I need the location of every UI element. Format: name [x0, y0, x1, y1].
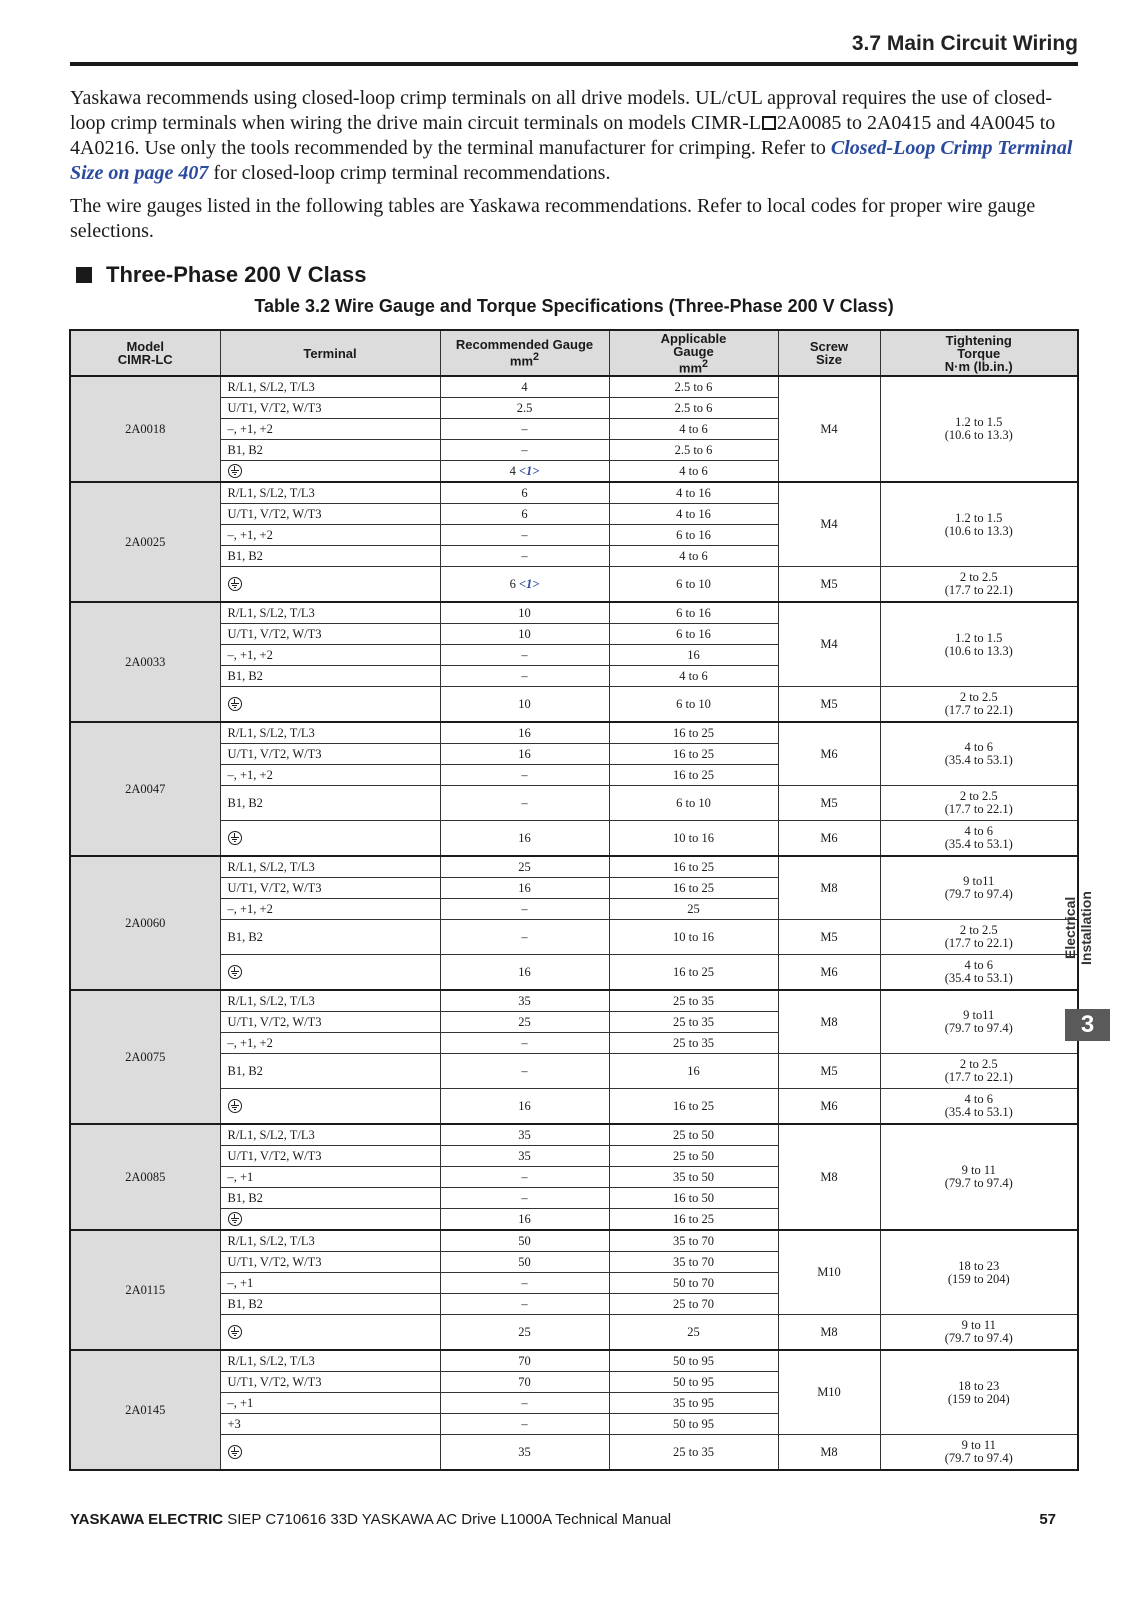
ground-icon	[228, 965, 242, 979]
recommended-gauge-cell: 16	[440, 1089, 609, 1125]
terminal-cell: –, +1, +2	[220, 419, 440, 440]
table-row	[70, 856, 1078, 878]
table-row	[70, 1230, 1078, 1252]
footer-doc-title: SIEP C710616 33D YASKAWA AC Drive L1000A Technical Manual	[223, 1511, 672, 1528]
chapter-tab[interactable]: 3	[1065, 1009, 1110, 1041]
terminal-cell: R/L1, S/L2, T/L3	[220, 1230, 440, 1252]
terminal-cell: R/L1, S/L2, T/L3	[220, 856, 440, 878]
header-terminal: Terminal	[220, 330, 440, 376]
torque-cell: 1.2 to 1.5 (10.6 to 13.3)	[880, 602, 1078, 687]
recommended-gauge-cell: 10	[440, 602, 609, 624]
torque-cell: 18 to 23 (159 to 204)	[880, 1350, 1078, 1435]
screw-size-cell: M10	[778, 1350, 880, 1435]
terminal-cell	[220, 1435, 440, 1471]
applicable-gauge-cell: 16 to 25	[609, 856, 778, 878]
applicable-gauge-cell: 25	[609, 899, 778, 920]
model-cell: 2A0145	[70, 1350, 220, 1470]
terminal-cell: B1, B2	[220, 1294, 440, 1315]
table-row	[70, 821, 1078, 857]
terminal-cell: R/L1, S/L2, T/L3	[220, 990, 440, 1012]
terminal-cell	[220, 955, 440, 991]
intro-text-c: for closed-loop crimp terminal recommendations.	[208, 162, 611, 184]
torque-cell: 18 to 23 (159 to 204)	[880, 1230, 1078, 1315]
recommended-gauge-cell: 35	[440, 990, 609, 1012]
model-cell: 2A0025	[70, 482, 220, 602]
screw-size-cell: M5	[778, 920, 880, 955]
torque-cell: 9 to 11 (79.7 to 97.4)	[880, 1315, 1078, 1351]
terminal-cell: U/T1, V/T2, W/T3	[220, 1012, 440, 1033]
applicable-gauge-cell: 25 to 50	[609, 1146, 778, 1167]
torque-cell: 1.2 to 1.5 (10.6 to 13.3)	[880, 376, 1078, 482]
terminal-cell: U/T1, V/T2, W/T3	[220, 624, 440, 645]
recommended-gauge-cell: 16	[440, 955, 609, 991]
torque-cell: 9 to11 (79.7 to 97.4)	[880, 990, 1078, 1054]
terminal-cell	[220, 1209, 440, 1231]
applicable-gauge-cell: 35 to 50	[609, 1167, 778, 1188]
recommended-gauge-cell: 4	[440, 376, 609, 398]
chapter-side-label: Electrical Installation	[1062, 891, 1094, 965]
recommended-gauge-cell: –	[440, 1393, 609, 1414]
terminal-cell: –, +1, +2	[220, 645, 440, 666]
terminal-cell: U/T1, V/T2, W/T3	[220, 1146, 440, 1167]
recommended-gauge-cell: –	[440, 1167, 609, 1188]
model-cell: 2A0047	[70, 722, 220, 856]
applicable-gauge-cell: 25 to 70	[609, 1294, 778, 1315]
table-row	[70, 955, 1078, 991]
recommended-gauge-cell: 35	[440, 1124, 609, 1146]
recommended-gauge-cell: –	[440, 786, 609, 821]
screw-size-cell: M4	[778, 482, 880, 567]
terminal-cell: B1, B2	[220, 1188, 440, 1209]
ground-icon	[228, 464, 242, 478]
terminal-cell: –, +1, +2	[220, 765, 440, 786]
applicable-gauge-cell: 16 to 25	[609, 1209, 778, 1231]
page-number: 57	[1039, 1511, 1056, 1528]
screw-size-cell: M6	[778, 1089, 880, 1125]
applicable-gauge-cell: 16 to 25	[609, 955, 778, 991]
torque-cell: 9 to11 (79.7 to 97.4)	[880, 856, 1078, 920]
terminal-cell: B1, B2	[220, 440, 440, 461]
screw-size-cell: M4	[778, 602, 880, 687]
terminal-cell: U/T1, V/T2, W/T3	[220, 398, 440, 419]
terminal-cell	[220, 461, 440, 483]
terminal-cell: R/L1, S/L2, T/L3	[220, 1350, 440, 1372]
terminal-cell: R/L1, S/L2, T/L3	[220, 482, 440, 504]
recommended-gauge-cell: –	[440, 1033, 609, 1054]
terminal-cell: B1, B2	[220, 920, 440, 955]
torque-cell: 4 to 6 (35.4 to 53.1)	[880, 955, 1078, 991]
applicable-gauge-cell: 16	[609, 645, 778, 666]
recommended-gauge-cell: –	[440, 1294, 609, 1315]
model-cell: 2A0085	[70, 1124, 220, 1230]
torque-cell: 2 to 2.5 (17.7 to 22.1)	[880, 687, 1078, 723]
terminal-cell	[220, 1315, 440, 1351]
applicable-gauge-cell: 6 to 16	[609, 602, 778, 624]
model-cell: 2A0018	[70, 376, 220, 482]
recommended-gauge-cell: 50	[440, 1230, 609, 1252]
table-row	[70, 1350, 1078, 1372]
recommended-gauge-cell: 35	[440, 1146, 609, 1167]
applicable-gauge-cell: 50 to 95	[609, 1350, 778, 1372]
applicable-gauge-cell: 4 to 6	[609, 546, 778, 567]
applicable-gauge-cell: 16 to 25	[609, 878, 778, 899]
terminal-cell: –, +1, +2	[220, 525, 440, 546]
recommended-gauge-cell: 70	[440, 1350, 609, 1372]
terminal-cell: U/T1, V/T2, W/T3	[220, 878, 440, 899]
ground-icon	[228, 1445, 242, 1459]
recommended-gauge-cell: –	[440, 645, 609, 666]
model-cell: 2A0075	[70, 990, 220, 1124]
screw-size-cell: M5	[778, 687, 880, 723]
table-row	[70, 1054, 1078, 1089]
applicable-gauge-cell: 2.5 to 6	[609, 376, 778, 398]
terminal-cell: B1, B2	[220, 546, 440, 567]
terminal-cell: U/T1, V/T2, W/T3	[220, 1252, 440, 1273]
header-screw-size: Screw Size	[778, 330, 880, 376]
applicable-gauge-cell: 25 to 35	[609, 1435, 778, 1471]
table-row	[70, 1124, 1078, 1146]
table-row	[70, 687, 1078, 723]
terminal-cell: –, +1	[220, 1273, 440, 1294]
note-reference[interactable]: <1>	[518, 463, 540, 478]
screw-size-cell: M8	[778, 990, 880, 1054]
table-header-row	[70, 330, 1078, 376]
recommended-gauge-cell: –	[440, 546, 609, 567]
torque-cell: 9 to 11 (79.7 to 97.4)	[880, 1435, 1078, 1471]
terminal-cell	[220, 687, 440, 723]
recommended-gauge-cell: 16	[440, 1209, 609, 1231]
torque-cell: 2 to 2.5 (17.7 to 22.1)	[880, 786, 1078, 821]
applicable-gauge-cell: 6 to 10	[609, 687, 778, 723]
recommended-gauge-cell: 10	[440, 687, 609, 723]
screw-size-cell: M8	[778, 1435, 880, 1471]
table-row	[70, 920, 1078, 955]
recommended-gauge-cell: –	[440, 1188, 609, 1209]
table-row	[70, 722, 1078, 744]
placeholder-box-icon	[762, 116, 776, 130]
screw-size-cell: M8	[778, 856, 880, 920]
applicable-gauge-cell: 6 to 16	[609, 624, 778, 645]
applicable-gauge-cell: 50 to 95	[609, 1372, 778, 1393]
torque-cell: 4 to 6 (35.4 to 53.1)	[880, 722, 1078, 786]
table-row	[70, 567, 1078, 603]
applicable-gauge-cell: 25	[609, 1315, 778, 1351]
applicable-gauge-cell: 16 to 25	[609, 765, 778, 786]
recommended-gauge-cell: –	[440, 440, 609, 461]
terminal-cell: B1, B2	[220, 666, 440, 687]
recommended-gauge-cell: 25	[440, 1315, 609, 1351]
recommended-gauge-cell: 35	[440, 1435, 609, 1471]
table-row	[70, 990, 1078, 1012]
applicable-gauge-cell: 16	[609, 1054, 778, 1089]
model-cell: 2A0115	[70, 1230, 220, 1350]
applicable-gauge-cell: 25 to 35	[609, 1033, 778, 1054]
applicable-gauge-cell: 16 to 25	[609, 1089, 778, 1125]
terminal-cell: U/T1, V/T2, W/T3	[220, 744, 440, 765]
torque-cell: 4 to 6 (35.4 to 53.1)	[880, 821, 1078, 857]
recommended-gauge-cell: 10	[440, 624, 609, 645]
ground-icon	[228, 1325, 242, 1339]
terminal-cell: B1, B2	[220, 1054, 440, 1089]
applicable-gauge-cell: 16 to 50	[609, 1188, 778, 1209]
terminal-cell: –, +1, +2	[220, 1033, 440, 1054]
recommended-gauge-cell: 6	[440, 482, 609, 504]
recommended-gauge-cell: 25	[440, 856, 609, 878]
model-cell: 2A0033	[70, 602, 220, 722]
screw-size-cell: M5	[778, 1054, 880, 1089]
screw-size-cell: M5	[778, 786, 880, 821]
section-header: 3.7 Main Circuit Wiring	[851, 32, 1078, 55]
applicable-gauge-cell: 4 to 16	[609, 504, 778, 525]
intro-paragraph-1	[70, 86, 1078, 186]
terminal-cell	[220, 1089, 440, 1125]
applicable-gauge-cell: 4 to 16	[609, 482, 778, 504]
header-recommended-gauge: Recommended Gauge $mm^2$	[440, 330, 609, 376]
torque-cell: 4 to 6 (35.4 to 53.1)	[880, 1089, 1078, 1125]
terminal-cell: –, +1	[220, 1393, 440, 1414]
screw-size-cell: M8	[778, 1124, 880, 1230]
applicable-gauge-cell: 2.5 to 6	[609, 398, 778, 419]
screw-size-cell: M6	[778, 722, 880, 786]
recommended-gauge-cell: –	[440, 666, 609, 687]
applicable-gauge-cell: 10 to 16	[609, 920, 778, 955]
footer-brand: YASKAWA ELECTRIC	[70, 1511, 224, 1528]
applicable-gauge-cell: 50 to 70	[609, 1273, 778, 1294]
recommended-gauge-cell: –	[440, 920, 609, 955]
wire-gauge-table	[69, 329, 1079, 1471]
torque-cell: 2 to 2.5 (17.7 to 22.1)	[880, 567, 1078, 603]
screw-size-cell: M6	[778, 955, 880, 991]
recommended-gauge-cell: 50	[440, 1252, 609, 1273]
applicable-gauge-cell: 10 to 16	[609, 821, 778, 857]
applicable-gauge-cell: 16 to 25	[609, 722, 778, 744]
screw-size-cell: M6	[778, 821, 880, 857]
table-row	[70, 1435, 1078, 1471]
recommended-gauge-cell: 6	[440, 504, 609, 525]
recommended-gauge-cell: –	[440, 525, 609, 546]
table-row	[70, 1315, 1078, 1351]
recommended-gauge-cell: –	[440, 899, 609, 920]
screw-size-cell: M10	[778, 1230, 880, 1315]
recommended-gauge-cell: –	[440, 419, 609, 440]
ground-icon	[228, 831, 242, 845]
table-row	[70, 786, 1078, 821]
recommended-gauge-cell: –	[440, 1414, 609, 1435]
table-row	[70, 1089, 1078, 1125]
recommended-gauge-cell: 6 <1>	[440, 567, 609, 603]
recommended-gauge-cell: 2.5	[440, 398, 609, 419]
recommended-gauge-cell: –	[440, 1054, 609, 1089]
terminal-cell: R/L1, S/L2, T/L3	[220, 376, 440, 398]
table-caption: Table 3.2 Wire Gauge and Torque Specifications (Three-Phase 200 V Class)	[254, 296, 894, 316]
recommended-gauge-cell: 70	[440, 1372, 609, 1393]
terminal-cell: U/T1, V/T2, W/T3	[220, 504, 440, 525]
applicable-gauge-cell: 6 to 10	[609, 567, 778, 603]
applicable-gauge-cell: 4 to 6	[609, 419, 778, 440]
header-tightening-torque: Tightening Torque N·m (lb.in.)	[880, 330, 1078, 376]
torque-cell: 1.2 to 1.5 (10.6 to 13.3)	[880, 482, 1078, 567]
recommended-gauge-cell: –	[440, 1273, 609, 1294]
intro-text-a: Yaskawa recommends using closed-loop crimp terminals on all drive models. UL/cUL approval requires the use of closed-loop crimp terminals when wiring the drive main circuit terminals on models CIMR-L	[70, 87, 1052, 134]
terminal-cell: R/L1, S/L2, T/L3	[220, 602, 440, 624]
header-rule	[70, 62, 1078, 66]
recommended-gauge-cell: 16	[440, 878, 609, 899]
table-row	[70, 482, 1078, 504]
applicable-gauge-cell: 25 to 50	[609, 1124, 778, 1146]
terminal-cell: –, +1, +2	[220, 899, 440, 920]
note-reference[interactable]: <1>	[518, 576, 540, 591]
recommended-gauge-cell: –	[440, 765, 609, 786]
crimp-terminal-link[interactable]: Closed-Loop Crimp Terminal Size on page 407	[70, 137, 1073, 184]
section-title-text: Three-Phase 200 V Class	[106, 262, 367, 287]
applicable-gauge-cell: 4 to 6	[609, 461, 778, 483]
footer-doc-info	[70, 1511, 671, 1528]
applicable-gauge-cell: 4 to 6	[609, 666, 778, 687]
ground-icon	[228, 1212, 242, 1226]
intro-paragraph-2: The wire gauges listed in the following tables are Yaskawa recommendations. Refer to local codes for proper wire gauge selections.	[70, 195, 1036, 242]
ground-icon	[228, 697, 242, 711]
terminal-cell: +3	[220, 1414, 440, 1435]
recommended-gauge-cell: 16	[440, 821, 609, 857]
applicable-gauge-cell: 50 to 95	[609, 1414, 778, 1435]
section-title	[76, 262, 366, 288]
header-model: Model CIMR-LC	[70, 330, 220, 376]
torque-cell: 9 to 11 (79.7 to 97.4)	[880, 1124, 1078, 1230]
terminal-cell: U/T1, V/T2, W/T3	[220, 1372, 440, 1393]
applicable-gauge-cell: 6 to 10	[609, 786, 778, 821]
ground-icon	[228, 1099, 242, 1113]
screw-size-cell: M5	[778, 567, 880, 603]
applicable-gauge-cell: 35 to 70	[609, 1230, 778, 1252]
applicable-gauge-cell: 2.5 to 6	[609, 440, 778, 461]
terminal-cell: R/L1, S/L2, T/L3	[220, 722, 440, 744]
applicable-gauge-cell: 16 to 25	[609, 744, 778, 765]
recommended-gauge-cell: 16	[440, 722, 609, 744]
model-cell: 2A0060	[70, 856, 220, 990]
torque-cell: 2 to 2.5 (17.7 to 22.1)	[880, 1054, 1078, 1089]
torque-cell: 2 to 2.5 (17.7 to 22.1)	[880, 920, 1078, 955]
screw-size-cell: M8	[778, 1315, 880, 1351]
terminal-cell: R/L1, S/L2, T/L3	[220, 1124, 440, 1146]
screw-size-cell: M4	[778, 376, 880, 482]
table-row	[70, 376, 1078, 398]
recommended-gauge-cell: 16	[440, 744, 609, 765]
intro-text-b: 2A0085 to 2A0415 and 4A0045 to 4A0216. Use only the tools recommended by the terminal manufacturer for crimping. Refer to	[70, 112, 1056, 159]
ground-icon	[228, 577, 242, 591]
applicable-gauge-cell: 25 to 35	[609, 1012, 778, 1033]
recommended-gauge-cell: 4 <1>	[440, 461, 609, 483]
square-bullet-icon	[76, 267, 92, 283]
recommended-gauge-cell: 25	[440, 1012, 609, 1033]
terminal-cell	[220, 821, 440, 857]
applicable-gauge-cell: 35 to 95	[609, 1393, 778, 1414]
header-applicable-gauge: Applicable Gauge $mm^2$	[609, 330, 778, 376]
terminal-cell	[220, 567, 440, 603]
applicable-gauge-cell: 25 to 35	[609, 990, 778, 1012]
table-row	[70, 602, 1078, 624]
terminal-cell: –, +1	[220, 1167, 440, 1188]
applicable-gauge-cell: 6 to 16	[609, 525, 778, 546]
terminal-cell: B1, B2	[220, 786, 440, 821]
applicable-gauge-cell: 35 to 70	[609, 1252, 778, 1273]
